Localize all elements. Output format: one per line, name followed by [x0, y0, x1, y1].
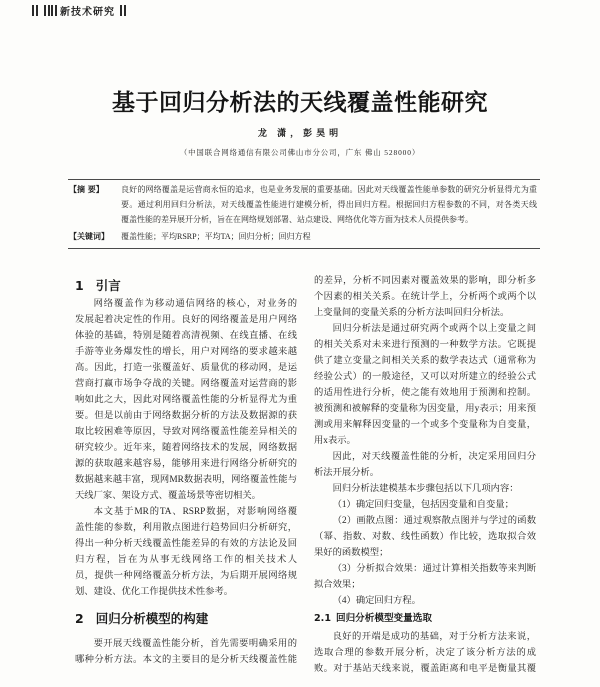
paper-title: 基于回归分析法的天线覆盖性能研究: [112, 90, 488, 116]
text-line: 的适用性进行分析，使之能有效地用于预测和控制。: [314, 388, 536, 398]
text-line: 得出一种分析天线覆盖性能差异的有效的方法论及回: [75, 539, 297, 549]
paragraph: [314, 273, 536, 321]
paragraph: [75, 296, 297, 504]
heading-title: 引言: [95, 278, 121, 293]
text-line: 天线厂家、架设方式、覆盖场景等密切相关。: [75, 491, 261, 501]
text-line: （2）画散点图：通过观察散点图并与学过的函数: [332, 516, 536, 526]
abstract-text: [121, 182, 537, 227]
paragraph: [314, 629, 536, 677]
text-line: 的相关关系对未来进行预测的一种数学方法。它既提: [314, 340, 536, 350]
abstract-line: 要。通过利用回归分析法，对天线覆盖性能进行建模分析，得出回归方程。根据回归方程参数的不同，对各类天线: [121, 200, 537, 209]
text-line: 网络覆盖作为移动通信网络的核心，对业务的: [93, 299, 297, 309]
text-line: 良好的开端是成功的基础，对于分析方法来说，: [332, 632, 536, 642]
text-line: 哪种分析方法。本文的主要目的是分析天线覆盖性能: [75, 655, 297, 665]
text-line: 果好的函数模型；: [314, 548, 389, 558]
paragraph: [75, 504, 297, 600]
text-line: 取比较困难等原因，导致对网络覆盖性能差异相关的: [75, 427, 297, 437]
paragraph: [314, 593, 536, 609]
paragraph: [314, 513, 536, 561]
text-line: 测或用来解释因变量的一个或多个变量称为自变量，: [314, 420, 536, 430]
text-line: 用x表示。: [314, 436, 356, 446]
divider-rule: [68, 248, 540, 249]
text-line: 上变量间的变量关系的分析方法叫回归分析法。: [314, 308, 510, 318]
section-heading: [75, 608, 297, 630]
text-line: 回归分析法建模基本步骤包括以下几项内容：: [332, 484, 519, 494]
text-line: 划、建设、优化工作提供技术性参考。: [75, 587, 234, 597]
text-line: 析法开展分析。: [314, 468, 380, 478]
paragraph: [75, 636, 297, 668]
text-line: 手游等业务爆发性的增长，用户对网络的要求越来越: [75, 347, 297, 357]
text-line: 被预测和被解释的变量称为因变量，用y表示；用来预: [314, 404, 536, 414]
author-affiliation: （中国联合网络通信有限公司佛山市分公司，广东 佛山 528000）: [179, 148, 421, 157]
text-line: 回归分析法是通过研究两个或两个以上变量之间: [332, 324, 536, 334]
text-line: （幂、指数、对数、线性函数）作比较，选取拟合效: [314, 532, 536, 542]
text-line: 研究较少。近年来，随着网络技术的发展，网络数据: [75, 443, 297, 453]
text-line: （4）确定回归方程。: [332, 596, 421, 606]
text-line: 个因素的相关关系。在统计学上，分析两个或两个以: [314, 292, 536, 302]
text-line: 盖性能的参数，利用散点图进行趋势回归分析研究，: [75, 523, 297, 533]
heading-number: 1: [75, 278, 84, 293]
text-line: 发展起着决定性的作用。良好的网络覆盖是用户网络: [75, 315, 297, 325]
text-line: 数据越来越丰富，现网MR数据表明，网络覆盖性能与: [75, 475, 297, 485]
heading-number: 2: [75, 611, 84, 626]
text-line: 营商打赢市场争夺战的关键。网络覆盖对运营商的影: [75, 379, 297, 389]
journal-section-label: 新技术研究: [60, 6, 115, 18]
paragraph: [314, 321, 536, 449]
running-header: [32, 3, 127, 17]
text-line: 体验的基础，特别是随着高清视频、在线直播、在线: [75, 331, 297, 341]
header-decoration-bars: [44, 4, 58, 16]
text-line: 拟合效果；: [314, 580, 361, 590]
text-line: 归方程，旨在为从事无线网络工作的相关技术人: [75, 555, 297, 565]
paragraph: [314, 449, 536, 481]
abstract-line: 覆盖性能的差异展开分析，旨在在网络规划部署、站点建设、网络优化等方面为技术人员提供参考。: [121, 215, 473, 224]
text-line: 因此，对天线覆盖性能的分析，决定采用回归分: [332, 452, 536, 462]
text-line: 要开展天线覆盖性能分析，首先需要明确采用的: [93, 639, 297, 649]
paragraph: [314, 561, 536, 593]
right-column: [314, 273, 536, 677]
header-decoration-bars: [120, 4, 127, 16]
left-column: [75, 276, 297, 668]
abstract-label: 【摘 要】: [69, 185, 104, 194]
keywords-label: 【关键词】: [69, 232, 109, 241]
divider-rule: [68, 179, 540, 180]
text-line: （3）分析拟合效果：通过计算相关指数等来判断: [332, 564, 536, 574]
text-line: 要。但是以前由于网络数据分析的方法及数据源的获: [75, 411, 297, 421]
section-heading: [75, 276, 297, 296]
paragraph: [314, 497, 536, 513]
text-line: 败。对于基站天线来说，覆盖距离和电平是衡量其覆: [314, 664, 536, 674]
heading-title: 回归分析模型的构建: [95, 611, 209, 626]
keywords-text: 覆盖性能；平均RSRP；平均TA；回归分析；回归方程: [121, 232, 311, 241]
text-line: 员，提供一种网络覆盖分析方法，为后期开展网络规: [75, 571, 297, 581]
subsection-heading: [314, 609, 536, 629]
paragraph: [314, 481, 536, 497]
header-decoration-bars: [32, 4, 39, 16]
abstract-line: 良好的网络覆盖是运营商永恒的追求，也是业务发展的重要基础。因此对天线覆盖性能单参数的研究分析显得尤为重: [121, 185, 537, 194]
text-line: 本文基于MR的TA、RSRP数据，对影响网络覆: [93, 507, 297, 517]
text-line: （1）确定回归变量，包括因变量和自变量；: [332, 500, 514, 510]
heading-title: 回归分析模型变量选取: [336, 613, 432, 624]
heading-number: 2.1: [314, 613, 331, 624]
text-line: 供了建立变量之间相关关系的数学表达式（通常称为: [314, 356, 536, 366]
text-line: 源的获取越来越容易，能够用来进行网络分析研究的: [75, 459, 297, 469]
text-line: 经验公式）的一般途径，又可以对所建立的经验公式: [314, 372, 536, 382]
text-line: 高。因此，打造一张覆盖好、质量优的移动网，是运: [75, 363, 297, 373]
text-line: 响如此之大，因此对网络覆盖性能的分析显得尤为重: [75, 395, 297, 405]
text-line: 的差异，分析不同因素对覆盖效果的影响，即分析多: [314, 276, 536, 286]
text-line: 选取合理的参数开展分析，决定了该分析方法的成: [314, 648, 536, 658]
author-list: 龙 潇，彭昊明: [257, 128, 343, 138]
